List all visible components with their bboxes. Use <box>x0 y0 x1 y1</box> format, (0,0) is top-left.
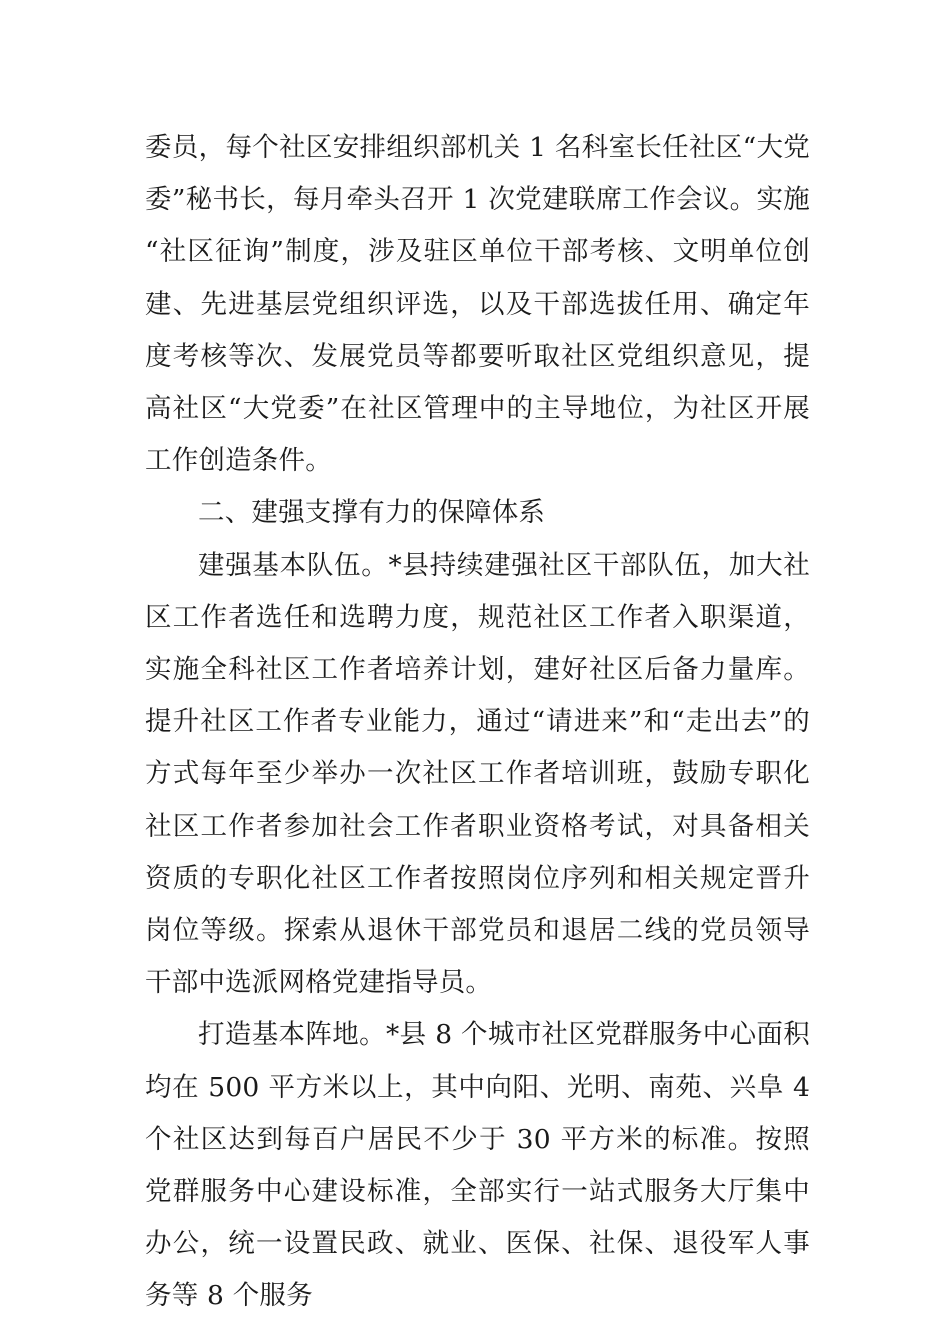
paragraph-basic-team: 建强基本队伍。*县持续建强社区干部队伍，加大社区工作者选任和选聘力度，规范社区工作者入职渠道，实施全科社区工作者培养计划，建好社区后备力量库。提升社区工作者专业能力，通过“请进来”和“走出去”的方式每年至少举办一次社区工作者培训班，鼓励专职化社区工作者参加社会工作者职业资格考试，对具备相关资质的专职化社区工作者按照岗位序列和相关规定晋升岗位等级。探索从退休干部党员和退居二线的党员领导干部中选派网格党建指导员。 <box>145 549 810 999</box>
paragraph-committee-secretary: 委员，每个社区安排组织部机关 1 名科室长任社区“大党委”秘书长，每月牵头召开 1 次党建联席工作会议。实施“社区征询”制度，涉及驻区单位干部考核、文明单位创建、先进基层党组织评选，以及干部选拔任用、确定年度考核等次、发展党员等都要听取社区党组织意见，提高社区“大党委”在社区管理中的主导地位，为社区开展工作创造条件。 <box>145 132 810 477</box>
document-body <box>145 122 810 1323</box>
section-heading-support-system: 二、建强支撑有力的保障体系 <box>198 497 546 529</box>
paragraph-basic-position: 打造基本阵地。*县 8 个城市社区党群服务中心面积均在 500 平方米以上，其中向阳、光明、南苑、兴阜 4 个社区达到每百户居民不少于 30 平方米的标准。按照党群服务中心建设标准，全部实行一站式服务大厅集中办公，统一设置民政、就业、医保、社保、退役军人事务等 8 个服务 <box>145 1019 810 1312</box>
